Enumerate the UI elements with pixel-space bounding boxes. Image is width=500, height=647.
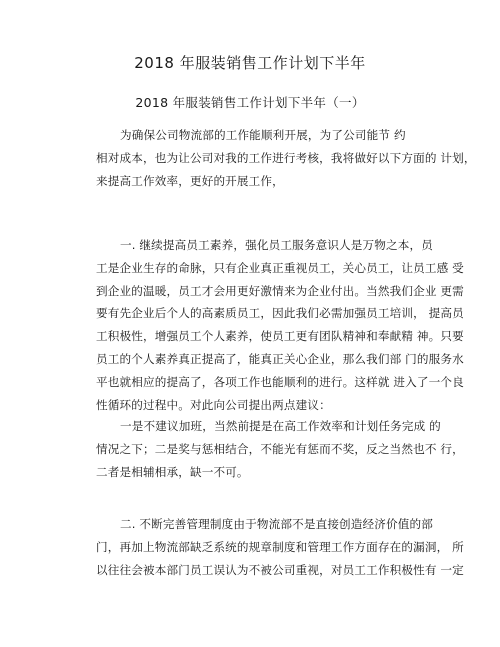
- paragraph-section-two: [96, 513, 464, 581]
- paragraph-line: 一. 继续提高员工素养，强化员工服务意识人是万物之本，员: [120, 238, 434, 252]
- paragraph-section-one: [96, 234, 464, 416]
- paragraph-intro: [96, 124, 476, 192]
- paragraph-line: 工积极性，增强员工个人素养，使员工更有团队精神和奉献精 神。只要: [96, 329, 464, 344]
- paragraph-line: 情况之下；二是奖与惩相结合，不能光有惩而不奖，反之当然也不 行，: [96, 441, 464, 456]
- paragraph-line: 工是企业生存的命脉，只有企业真正重视员工，关心员工，让员工感 受: [96, 260, 464, 275]
- paragraph-line: 到企业的温暖，员工才会用更好激情来为企业付出。当然我们企业 更需: [96, 283, 464, 298]
- paragraph-line: 门，再加上物流部缺乏系统的规章制度和管理工作方面存在的漏洞， 所: [96, 539, 464, 554]
- paragraph-line: 二. 不断完善管理制度由于物流部不是直接创造经济价值的部: [120, 517, 434, 531]
- document-title: 2018 年服装销售工作计划下半年: [134, 54, 366, 72]
- paragraph-line: 以往往会被本部门员工误认为不被公司重视，对员工工作积极性有 一定: [96, 562, 464, 577]
- paragraph-line: 平也就相应的提高了，各项工作也能顺利的进行。这样就 进入了一个良: [96, 374, 464, 389]
- paragraph-line: 二者是相辅相承，缺一不可。: [96, 464, 249, 479]
- paragraph-line: 相对成本，也为让公司对我的工作进行考核，我将做好以下方面的 计划，: [96, 150, 476, 165]
- paragraph-line: 为确保公司物流部的工作能顺利开展，为了公司能节 约: [120, 128, 406, 142]
- paragraph-line: 来提高工作效率，更好的开展工作，: [96, 173, 284, 188]
- paragraph-line: 一是不建议加班，当然前提是在高工作效率和计划任务完成 的: [120, 419, 441, 433]
- paragraph-line: 员工的个人素养真正提高了，能真正关心企业，那么我们部 门的服务水: [96, 351, 464, 366]
- paragraph-line: 性循环的过程中。对此向公司提出两点建议：: [96, 397, 331, 412]
- paragraph-line: 要有先企业后个人的高素质员工，因此我们必需加强员工培训， 提高员: [96, 306, 464, 321]
- paragraph-suggestions: [96, 415, 464, 483]
- document-subtitle: 2018 年服装销售工作计划下半年（一）: [135, 95, 365, 110]
